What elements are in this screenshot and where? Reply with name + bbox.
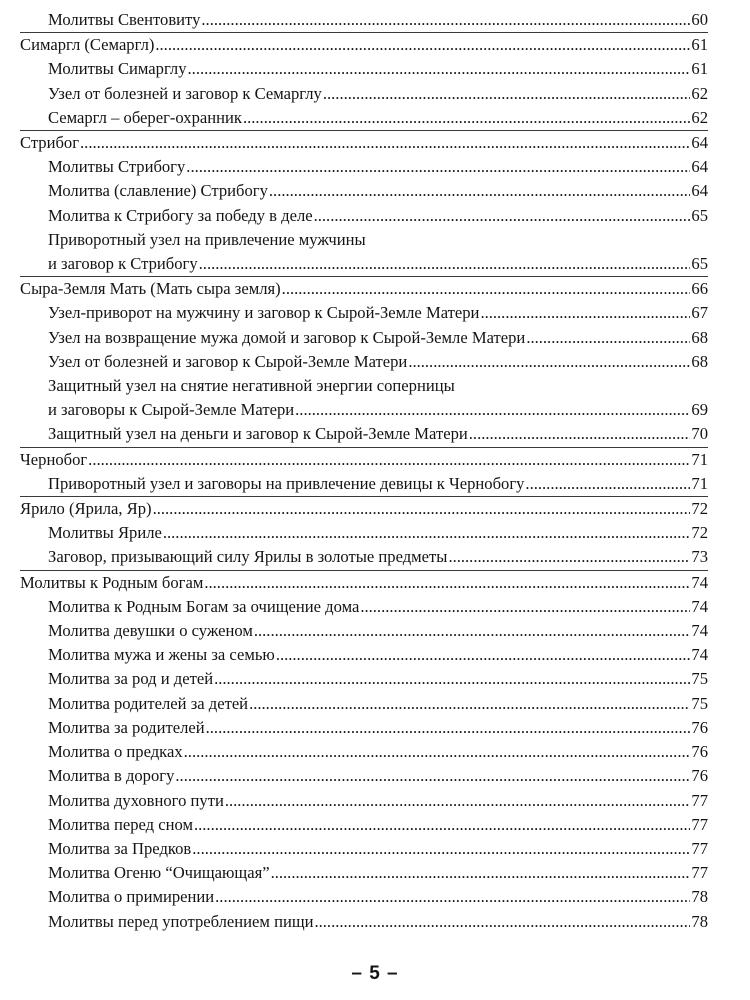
toc-entry-page: 61	[691, 59, 708, 79]
dot-leader	[194, 813, 690, 837]
dot-leader	[186, 155, 690, 179]
toc-entry-page: 74	[691, 596, 708, 616]
toc-entry	[20, 276, 708, 301]
toc-entry-title: Молитва за Предков	[48, 838, 192, 858]
toc-entry-row	[20, 252, 708, 276]
toc-entry	[20, 764, 708, 788]
toc-entry-row	[20, 740, 708, 764]
toc-entry-title: и заговор к Стрибогу	[48, 254, 198, 274]
toc-entry-row	[20, 571, 708, 595]
table-of-contents	[20, 8, 708, 934]
dot-leader	[480, 301, 690, 325]
dot-leader	[323, 82, 691, 106]
dot-leader	[201, 8, 690, 32]
toc-entry-page: 64	[691, 181, 708, 201]
toc-entry-title: Молитва в дорогу	[48, 766, 175, 786]
toc-entry-row	[20, 595, 708, 619]
toc-entry-row	[20, 764, 708, 788]
dot-leader	[269, 179, 691, 203]
toc-entry	[20, 472, 708, 496]
toc-entry-title: Молитвы Свентовиту	[48, 10, 201, 29]
dot-leader	[214, 667, 690, 691]
toc-entry-page: 70	[691, 424, 708, 444]
toc-entry-page: 78	[691, 887, 708, 907]
toc-entry-page: 60	[691, 10, 708, 29]
toc-entry	[20, 521, 708, 545]
toc-entry-page: 77	[691, 814, 708, 834]
dot-leader	[163, 521, 691, 545]
dot-leader	[153, 497, 691, 521]
toc-entry	[20, 130, 708, 155]
toc-entry-page: 77	[691, 790, 708, 810]
toc-entry-page: 76	[691, 717, 708, 737]
toc-entry-title: Молитва перед сном	[48, 814, 193, 834]
toc-entry	[20, 8, 708, 32]
toc-entry-row	[20, 131, 708, 155]
toc-entry	[20, 422, 708, 446]
toc-entry-title: Молитвы к Родным богам	[20, 572, 204, 592]
toc-entry-page: 68	[691, 351, 708, 371]
toc-entry-page: 71	[691, 473, 708, 493]
toc-entry-page: 73	[691, 547, 708, 567]
toc-entry-row	[20, 179, 708, 203]
toc-entry-title: Молитвы Стрибогу	[48, 157, 186, 177]
toc-entry-page: 61	[691, 35, 708, 55]
toc-entry	[20, 643, 708, 667]
toc-entry-title-line: Приворотный узел на привлечение мужчины	[48, 229, 366, 249]
toc-entry-title: Молитвы Симарглу	[48, 59, 187, 79]
toc-entry-row	[20, 545, 708, 569]
toc-entry-row	[20, 885, 708, 909]
toc-entry-page: 64	[691, 157, 708, 177]
dot-leader	[448, 545, 690, 569]
dot-leader	[206, 716, 691, 740]
toc-entry-row	[20, 350, 708, 374]
toc-entry-title: Сыра-Земля Мать (Мать сыра земля)	[20, 279, 281, 299]
dot-leader	[215, 885, 690, 909]
toc-entry-row	[20, 861, 708, 885]
toc-entry-title: Молитва мужа и жены за семью	[48, 645, 275, 665]
dot-leader	[314, 910, 690, 934]
toc-entry	[20, 57, 708, 81]
toc-entry-row	[20, 692, 708, 716]
dot-leader	[225, 789, 691, 813]
toc-entry-row	[20, 57, 708, 81]
toc-entry-page: 65	[691, 254, 708, 274]
toc-entry	[20, 667, 708, 691]
toc-entry-row	[20, 448, 708, 472]
toc-entry	[20, 740, 708, 764]
toc-entry-page: 62	[691, 107, 708, 127]
toc-entry-row	[20, 422, 708, 446]
toc-entry	[20, 837, 708, 861]
toc-entry-title: Молитва Огеню “Очищающая”	[48, 863, 270, 883]
toc-entry	[20, 301, 708, 325]
toc-entry	[20, 595, 708, 619]
toc-entry-title: Защитный узел на деньги и заговор к Сырой-Земле Матери	[48, 424, 468, 444]
toc-entry	[20, 619, 708, 643]
dot-leader	[199, 252, 691, 276]
toc-entry-page: 62	[691, 83, 708, 103]
toc-entry-row	[20, 619, 708, 643]
toc-entry-row	[20, 33, 708, 57]
toc-entry	[20, 813, 708, 837]
toc-entry	[20, 179, 708, 203]
toc-entry-title: Заговор, призывающий силу Ярилы в золотые предметы	[48, 547, 448, 567]
toc-entry-row	[20, 82, 708, 106]
dot-leader	[276, 643, 691, 667]
dot-leader	[192, 837, 690, 861]
toc-entry-title: Молитва духовного пути	[48, 790, 224, 810]
dot-leader	[243, 106, 690, 130]
dot-leader	[525, 472, 690, 496]
toc-entry-row	[20, 155, 708, 179]
dot-leader	[314, 204, 691, 228]
toc-entry-page: 69	[691, 400, 708, 420]
dot-leader	[254, 619, 691, 643]
toc-entry-title: Молитва родителей за детей	[48, 693, 249, 713]
toc-entry	[20, 106, 708, 130]
toc-entry-title: Приворотный узел и заговоры на привлечение девицы к Чернобогу	[48, 473, 525, 493]
toc-entry	[20, 82, 708, 106]
toc-entry-title: и заговоры к Сырой-Земле Матери	[48, 400, 295, 420]
toc-entry-page: 75	[691, 693, 708, 713]
toc-entry-title: Симаргл (Семаргл)	[20, 35, 155, 55]
toc-entry-title: Молитвы перед употреблением пищи	[48, 911, 314, 931]
toc-entry-row	[20, 301, 708, 325]
page-number: – 5 –	[351, 963, 399, 984]
toc-entry-page: 74	[691, 572, 708, 592]
toc-entry	[20, 545, 708, 569]
toc-entry	[20, 885, 708, 909]
dot-leader	[408, 350, 690, 374]
toc-entry	[20, 326, 708, 350]
toc-entry-title: Молитва о предках	[48, 742, 183, 762]
dot-leader	[155, 33, 690, 57]
toc-entry-title: Молитва за родителей	[48, 717, 205, 737]
toc-entry-title: Узел на возвращение мужа домой и заговор к Сырой-Земле Матери	[48, 327, 526, 347]
dot-leader	[204, 571, 690, 595]
toc-entry-row	[20, 813, 708, 837]
toc-entry-row	[20, 398, 708, 422]
toc-entry	[20, 32, 708, 57]
toc-entry	[20, 570, 708, 595]
toc-entry	[20, 155, 708, 179]
toc-entry-row	[20, 106, 708, 130]
toc-entry	[20, 204, 708, 228]
toc-entry-row	[20, 277, 708, 301]
toc-entry-title-line: Защитный узел на снятие негативной энергии соперницы	[48, 376, 455, 396]
toc-entry-row	[20, 326, 708, 350]
toc-entry-page: 72	[691, 523, 708, 543]
toc-entry-title: Молитва о примирении	[48, 887, 215, 907]
toc-entry-page: 67	[691, 303, 708, 323]
dot-leader	[249, 692, 690, 716]
toc-entry-row	[20, 716, 708, 740]
toc-entry-row	[20, 643, 708, 667]
toc-entry-title: Молитвы Яриле	[48, 523, 162, 543]
dot-leader	[184, 740, 691, 764]
toc-entry-title: Молитва за род и детей	[48, 669, 214, 689]
toc-entry	[20, 447, 708, 472]
toc-entry-title: Чернобог	[20, 449, 88, 469]
toc-entry-title: Ярило (Ярила, Яр)	[20, 499, 152, 519]
toc-entry	[20, 716, 708, 740]
toc-entry-page: 66	[691, 279, 708, 299]
toc-entry	[20, 374, 708, 422]
toc-entry-page: 74	[691, 645, 708, 665]
dot-leader	[295, 398, 690, 422]
toc-entry	[20, 910, 708, 934]
toc-entry-title: Молитва девушки о суженом	[48, 621, 253, 641]
dot-leader	[271, 861, 691, 885]
toc-entry-page: 64	[691, 133, 708, 153]
toc-entry-page: 78	[691, 911, 708, 931]
dot-leader	[188, 57, 691, 81]
toc-entry-page: 76	[691, 742, 708, 762]
toc-entry-row	[20, 204, 708, 228]
toc-entry-title: Молитва к Родным Богам за очищение дома	[48, 596, 360, 616]
toc-entry-title: Узел от болезней и заговор к Семарглу	[48, 83, 322, 103]
toc-entry-row	[20, 667, 708, 691]
toc-entry-page: 77	[691, 863, 708, 883]
toc-entry	[20, 496, 708, 521]
toc-entry-page: 76	[691, 766, 708, 786]
toc-entry	[20, 692, 708, 716]
toc-entry-title: Семаргл – оберег-охранник	[48, 107, 242, 127]
dot-leader	[526, 326, 690, 350]
toc-entry-page: 74	[691, 621, 708, 641]
dot-leader	[469, 422, 691, 446]
toc-entry-row	[20, 910, 708, 934]
toc-entry	[20, 228, 708, 276]
toc-entry-row	[20, 472, 708, 496]
toc-entry-title: Узел-приворот на мужчину и заговор к Сырой-Земле Матери	[48, 303, 480, 323]
toc-entry-row	[20, 521, 708, 545]
toc-entry-page: 77	[691, 838, 708, 858]
toc-entry-title: Молитва (славление) Стрибогу	[48, 181, 268, 201]
toc-entry-row	[20, 8, 708, 32]
toc-entry-title: Молитва к Стрибогу за победу в деле	[48, 205, 313, 225]
dot-leader	[282, 277, 691, 301]
toc-entry-row	[20, 837, 708, 861]
toc-entry-row	[20, 789, 708, 813]
toc-entry-page: 72	[691, 499, 708, 519]
toc-entry-page: 65	[691, 205, 708, 225]
toc-entry-page: 68	[691, 327, 708, 347]
toc-entry	[20, 350, 708, 374]
dot-leader	[360, 595, 690, 619]
toc-entry-title: Узел от болезней и заговор к Сырой-Земле Матери	[48, 351, 408, 371]
dot-leader	[88, 448, 690, 472]
toc-entry	[20, 789, 708, 813]
toc-entry-page: 71	[691, 449, 708, 469]
toc-entry-row	[20, 497, 708, 521]
dot-leader	[175, 764, 690, 788]
toc-entry-title: Стрибог	[20, 133, 80, 153]
toc-entry	[20, 861, 708, 885]
dot-leader	[80, 131, 690, 155]
toc-entry-page: 75	[691, 669, 708, 689]
